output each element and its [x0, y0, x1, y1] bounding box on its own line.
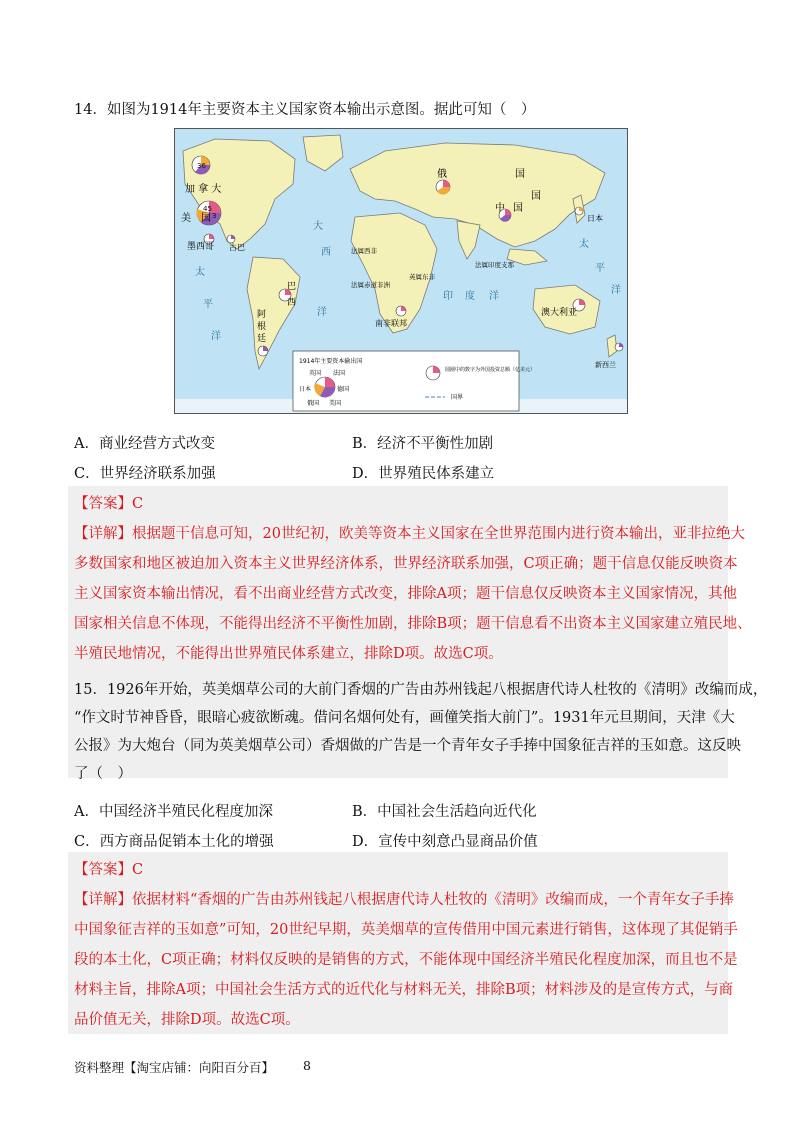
label-usa: 美 国: [181, 213, 211, 224]
q14-option-a: A．商业经营方式改变: [74, 436, 215, 452]
ocean-label-2: 平: [203, 299, 213, 310]
q15-detail-line-3: 段的本土化，C项正确；材料仅反映的是销售的方式，不能体现中国经济半殖民化程度加深，而且也不是: [74, 952, 738, 968]
legend-border-label: 国界: [451, 394, 464, 401]
label-south-africa: 南非联邦: [375, 319, 407, 328]
pie-russia: [436, 180, 450, 194]
label-french-west: 法属西非: [351, 247, 377, 255]
q14-detail-line-3: 主义国家资本输出情况，看不出商业经营方式改变，排除A项；题干信息仅反映资本主义国家情况，其他: [74, 586, 737, 602]
q15-option-a: A．中国经济半殖民化程度加深: [74, 804, 273, 820]
pie-new-zealand: [615, 343, 623, 351]
label-argentina-2: 根: [257, 322, 267, 332]
q14-option-b: B．经济不平衡性加剧: [352, 436, 494, 452]
q15-stem-line-1: 15．1926年开始，英美烟草公司的大前门香烟的广告由苏州钱起八根据唐代诗人杜牧的《清明》改编而成，: [74, 682, 768, 698]
pie-usa-value-2: 3: [212, 212, 217, 220]
pie-japan: [575, 207, 583, 215]
footer-source: 资料整理【淘宝店铺：向阳百分百】: [74, 1060, 275, 1075]
ocean-label-7: 印: [443, 291, 453, 302]
ocean-label-12: 洋: [611, 285, 621, 296]
ocean-label-3: 洋: [211, 331, 221, 342]
pie-argentina: [258, 346, 268, 356]
label-russia-2: 国: [515, 169, 525, 180]
label-japan: 日本: [587, 214, 603, 223]
ocean-label-4: 大: [313, 221, 323, 232]
q15-stem-line-4: 了（ ）: [74, 766, 132, 782]
label-mongolia: 国: [531, 191, 541, 202]
pie-usa-value: 45: [203, 205, 212, 213]
label-china-2: 国: [513, 203, 523, 214]
pie-cuba: [227, 235, 235, 243]
label-mexico: 墨西哥: [187, 242, 215, 252]
legend-country-3: 德国: [337, 386, 350, 393]
ocean-label-10: 太: [579, 239, 589, 250]
pie-south-africa: [396, 306, 406, 316]
q15-option-b: B．中国社会生活趋向近代化: [352, 804, 537, 820]
ocean-label-1: 太: [195, 267, 205, 278]
legend-country-1: 英国: [309, 370, 322, 377]
ocean-label-9: 洋: [489, 291, 499, 302]
ocean-label-11: 平: [595, 263, 605, 274]
label-china-1: 中: [495, 203, 505, 214]
ocean-label-5: 西: [321, 247, 331, 258]
question-14-title: 14．如图为1914年主要资本主义国家资本输出示意图。据此可知（ ）: [74, 102, 536, 118]
pie-canada: [192, 156, 210, 174]
label-brazil-2: 西: [287, 298, 297, 308]
pie-canada-value: 36: [197, 162, 206, 170]
q14-option-d: D．世界殖民体系建立: [352, 466, 495, 482]
q15-stem-line-2: “作文时节神昏昏，眼暗心疲欲断魂。借问名烟何处有，画僮笑指大前门”。1931年元旦期间，天津《大: [74, 710, 735, 726]
legend-country-2: 法国: [333, 370, 346, 377]
q15-detail-line-1: 【详解】依据材料“香烟的广告由苏州钱起八根据唐代诗人杜牧的《清明》改编而成，一个青年女子手捧: [74, 892, 734, 908]
label-cuba: 古巴: [229, 243, 245, 252]
q15-detail-line-5: 品价值无关，排除D项。故选C项。: [74, 1012, 300, 1028]
q15-option-c: C．西方商品促销本土化的增强: [74, 834, 274, 850]
ocean-label-8: 度: [465, 291, 475, 302]
legend-country-6: 日本: [299, 386, 312, 393]
legend-country-4: 美国: [329, 400, 342, 407]
q14-answer-panel: [68, 486, 752, 668]
q15-answer: 【答案】C: [74, 862, 144, 878]
q15-stem-line-3: 公报》为大炮台（同为英美烟草公司）香烟做的广告是一个青年女子手捧中国象征吉祥的玉如意。这反映: [74, 738, 741, 754]
label-french-equatorial: 法属赤道非洲: [351, 281, 390, 289]
legend-pie-note: 圆圈中的数字为外国投资总额（亿美元）: [445, 367, 536, 373]
q15-option-d: D．宣传中刻意凸显商品价值: [352, 834, 538, 850]
q14-detail-line-2: 多数国家和地区被迫加入资本主义世界经济体系，世界经济联系加强，C项正确；题干信息仅能反映资本: [74, 556, 738, 572]
q14-answer: 【答案】C: [74, 496, 144, 512]
q14-detail-line-4: 国家相关信息不体现，不能得出经济不平衡性加剧，排除B项；题干信息看不出资本主义国家建立殖民地、: [74, 616, 752, 632]
q15-detail-line-2: 中国象征吉祥的玉如意”可知，20世纪早期，英美烟草的宣传借用中国元素进行销售，这体现了其促销手: [74, 922, 738, 938]
label-australia: 澳大利亚: [541, 308, 578, 318]
legend-country-5: 俄国: [307, 400, 320, 407]
label-new-zealand: 新西兰: [595, 361, 616, 369]
legend-title: 1914年主要资本输出国: [299, 358, 363, 365]
q15-answer-panel: [68, 852, 738, 1034]
label-russia: 俄: [437, 169, 447, 180]
label-british-east: 英属东非: [409, 273, 435, 281]
label-canada: 加 拿 大: [185, 184, 222, 195]
map-legend: [293, 351, 535, 411]
label-french-indochina: 法属印度支那: [475, 261, 514, 269]
label-brazil-1: 巴: [287, 282, 297, 292]
q14-detail-line-1: 【详解】根据题干信息可知，20世纪初，欧美等资本主义国家在全世界范围内进行资本输出，亚非拉绝大: [74, 526, 745, 542]
page-number: 8: [303, 1058, 311, 1073]
q15-detail-line-4: 材料主旨，排除A项；中国社会生活方式的近代化与材料无关，排除B项；材料涉及的是宣传方式，与商: [74, 982, 734, 998]
ocean-label-6: 洋: [317, 307, 327, 318]
q14-option-c: C．世界经济联系加强: [74, 466, 216, 482]
capital-export-map: [174, 128, 628, 414]
q14-detail-line-5: 半殖民地情况，不能得出世界殖民体系建立，排除D项。故选C项。: [74, 646, 503, 662]
label-argentina-3: 廷: [257, 334, 267, 344]
label-argentina-1: 阿: [257, 310, 267, 320]
